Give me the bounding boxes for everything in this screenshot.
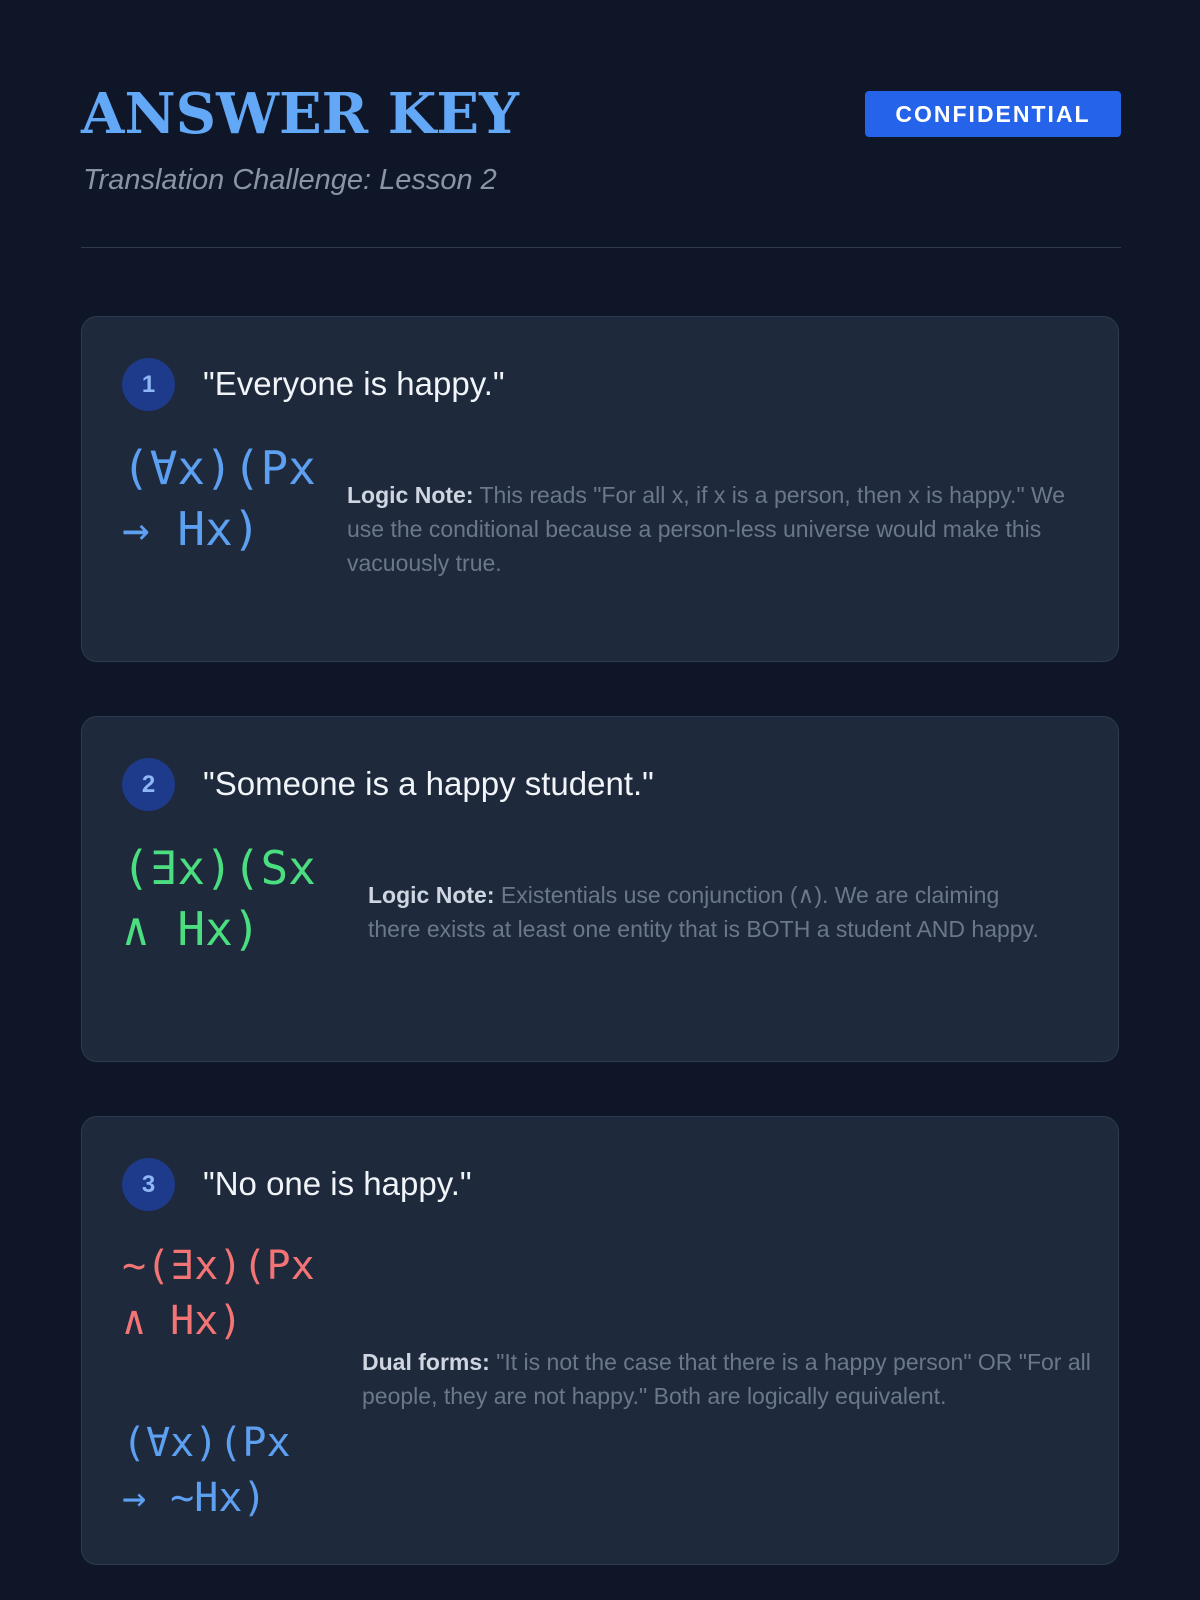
page-subtitle: Translation Challenge: Lesson 2 [83,164,497,196]
note-text: "It is not the case that there is a happy person" OR "For all people, they are not happy." Both are logically equivalent. [362,1349,1091,1409]
logic-note [368,878,1058,946]
formula-alternate: (∀x)(Px → ~Hx) [122,1420,291,1521]
question-prompt: "Everyone is happy." [203,365,505,402]
question-heading [122,357,505,411]
note-text: This reads "For all x, if x is a person, then x is happy." We use the conditional because a person-less universe would make this vacuously true. [347,482,1066,576]
question-card-2 [81,716,1119,1062]
logic-note [362,1345,1092,1413]
formula-answer: (∃x)(Sx ∧ Hx) [122,841,316,956]
question-card-1 [81,316,1119,662]
note-text: Existentials use conjunction (∧). We are claiming there exists at least one entity that is BOTH a student AND happy. [368,882,1039,942]
formula-answer: (∀x)(Px → Hx) [122,441,316,556]
header-divider [81,247,1121,248]
page-header [81,78,1121,248]
question-heading [122,757,654,811]
question-prompt: "Someone is a happy student." [203,765,654,802]
question-number-badge: 1 [122,358,175,411]
confidential-badge: CONFIDENTIAL [865,91,1121,137]
note-label: Logic Note: [347,482,474,508]
note-label: Dual forms: [362,1349,490,1375]
note-label: Logic Note: [368,882,495,908]
question-number-badge: 2 [122,758,175,811]
page-title: ANSWER KEY [81,81,520,147]
logic-note [347,478,1077,580]
question-heading [122,1157,472,1211]
formula-answer: ~(∃x)(Px ∧ Hx) [122,1243,315,1344]
question-prompt: "No one is happy." [203,1165,472,1202]
question-card-3 [81,1116,1119,1565]
question-number-badge: 3 [122,1158,175,1211]
